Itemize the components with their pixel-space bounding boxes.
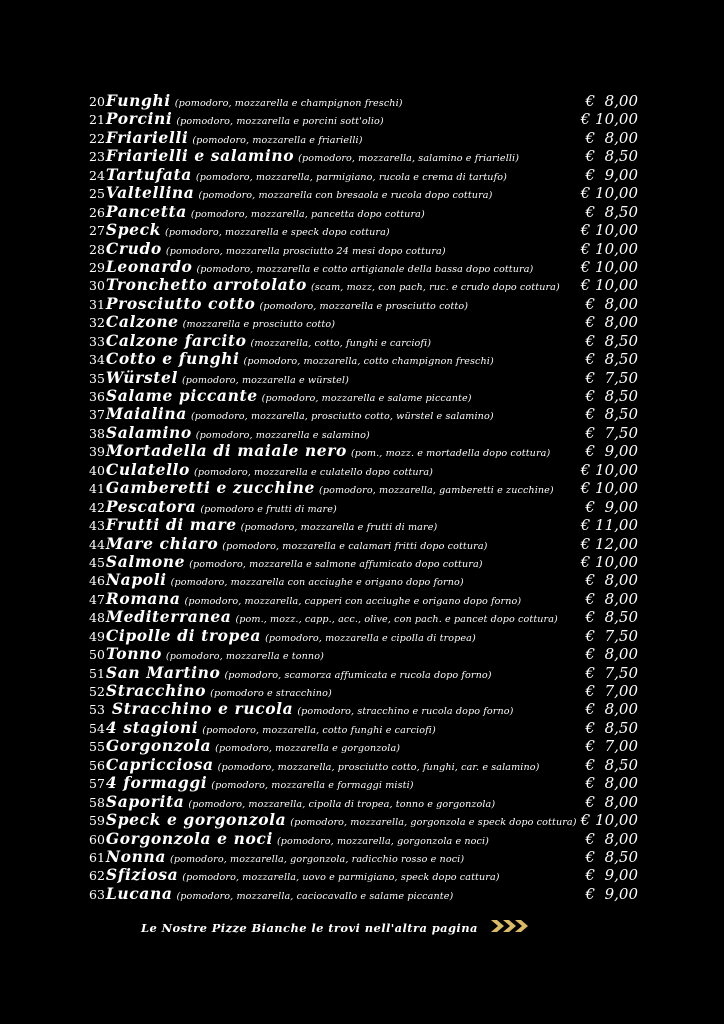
menu-item-description: (pomodoro, mozzarella con acciughe e origano dopo forno) xyxy=(170,577,464,589)
menu-item xyxy=(89,92,641,110)
menu-item-name: Nonna xyxy=(105,846,166,866)
menu-item-number: 34 xyxy=(89,352,105,368)
footer-note xyxy=(141,917,521,937)
menu-item-description: (pomodoro, mozzarella, cipolla di tropea, tonno e gorgonzola) xyxy=(188,798,496,810)
menu-item-name: Tartufata xyxy=(105,164,192,184)
menu-item xyxy=(89,129,641,147)
menu-item-price: € 10,00 xyxy=(580,460,638,479)
menu-item-description: (pomodoro, scamorza affumicata e rucola dopo forno) xyxy=(224,669,492,681)
menu-item-name: Salamino xyxy=(105,422,192,442)
menu-item-description: (pomodoro, mozzarella e champignon freschi) xyxy=(174,98,403,109)
menu-item-price: € 9,00 xyxy=(585,442,638,461)
menu-item-name: 4 stagioni xyxy=(105,717,199,737)
menu-item-description: (pomodoro, mozzarella e prosciutto cotto) xyxy=(259,300,469,312)
chevron-2 xyxy=(503,920,516,932)
menu-item xyxy=(89,313,641,331)
menu-item-name: Gorgonzola e noci xyxy=(105,828,273,848)
menu-item-description: (pomodoro, mozzarella con bresaola e rucola dopo cottura) xyxy=(198,190,493,202)
menu-item-price: € 8,50 xyxy=(585,202,638,221)
menu-item-price: € 8,50 xyxy=(585,331,638,350)
menu-item-number: 28 xyxy=(89,241,105,257)
menu-item xyxy=(89,479,641,497)
menu-item xyxy=(89,276,641,294)
menu-item-description: (scam, mozz, con pach, ruc. e crudo dopo cottura) xyxy=(310,282,560,294)
menu-item xyxy=(89,498,641,516)
menu-item-name: Porcini xyxy=(105,109,173,129)
menu-item-name: Lucana xyxy=(105,883,173,903)
menu-item-price: € 7,00 xyxy=(585,737,638,756)
menu-item xyxy=(89,405,641,423)
menu-item-number: 44 xyxy=(89,536,105,552)
menu-item-number: 47 xyxy=(89,591,105,607)
menu-item xyxy=(89,184,641,202)
menu-item-price: € 10,00 xyxy=(580,276,638,295)
menu-item-number: 32 xyxy=(89,315,105,331)
menu-item-price: € 9,00 xyxy=(585,884,638,903)
menu-item xyxy=(89,664,641,682)
menu-item-price: € 8,00 xyxy=(585,829,638,848)
menu-item xyxy=(89,166,641,184)
menu-item-price: € 7,00 xyxy=(585,682,638,700)
menu-item-number: 46 xyxy=(89,573,105,589)
menu-item-description: (mozzarella e prosciutto cotto) xyxy=(182,319,336,331)
menu-item-name: Crudo xyxy=(105,238,162,258)
menu-item-name: Speck e gorgonzola xyxy=(105,810,287,830)
menu-item xyxy=(89,774,641,792)
menu-item-number: 40 xyxy=(89,462,105,478)
menu-item xyxy=(89,387,641,405)
menu-item xyxy=(89,700,641,718)
menu-item xyxy=(89,608,641,626)
menu-item-number: 43 xyxy=(89,518,105,534)
menu-item xyxy=(89,295,641,313)
menu-item-description: (pomodoro, mozzarella prosciutto 24 mesi dopo cottura) xyxy=(165,245,446,257)
menu-item-number: 20 xyxy=(89,94,105,109)
menu-item-description: (pomodoro, mozzarella e formaggi misti) xyxy=(211,780,414,792)
menu-item-name: San Martino xyxy=(105,662,221,682)
menu-item-price: € 8,50 xyxy=(585,350,638,369)
menu-item-price: € 8,00 xyxy=(585,792,638,811)
menu-item xyxy=(89,516,641,534)
menu-item-name: Stracchino xyxy=(105,681,207,700)
menu-item-price: € 10,00 xyxy=(580,221,638,240)
menu-item-number: 63 xyxy=(89,886,105,902)
menu-item-name: Frutti di mare xyxy=(105,515,237,535)
menu-item-number: 22 xyxy=(89,130,105,146)
menu-item-name: Friarielli xyxy=(105,127,189,147)
menu-item-price: € 8,00 xyxy=(585,589,638,608)
menu-item-description: (pomodoro, mozzarella, cotto champignon freschi) xyxy=(243,356,494,368)
menu-item-description: (pomodoro, mozzarella, gorgonzola, radicchio rosso e noci) xyxy=(170,853,465,865)
menu-item-description: (pomodoro, mozzarella, prosciutto cotto, würstel e salamino) xyxy=(190,411,494,423)
menu-item xyxy=(89,369,641,387)
menu-item-description: (pomodoro, mozzarella e gorgonzola) xyxy=(215,743,401,755)
menu-item-description: (pomodoro, mozzarella, cotto funghi e carciofi) xyxy=(202,724,436,736)
menu-item-name: Calzone xyxy=(105,312,179,332)
menu-item-name: Prosciutto cotto xyxy=(105,293,256,313)
menu-item-price: € 8,50 xyxy=(585,405,638,424)
menu-item-name: Speck xyxy=(105,220,161,240)
menu-item-number: 62 xyxy=(89,868,105,884)
menu-item-name: Mare chiaro xyxy=(105,533,219,553)
menu-item-number: 60 xyxy=(89,831,105,847)
menu-item xyxy=(89,793,641,811)
menu-item xyxy=(89,811,641,829)
menu-item-price: € 8,50 xyxy=(585,147,638,166)
menu-item-name: Pancetta xyxy=(105,201,187,221)
menu-item xyxy=(89,350,641,368)
pizza-menu-list xyxy=(89,92,641,903)
menu-item-description: (pomodoro, mozzarella, capperi con acciughe e origano dopo forno) xyxy=(184,595,522,607)
menu-item-price: € 7,50 xyxy=(585,626,638,645)
menu-item-price: € 10,00 xyxy=(580,239,638,258)
menu-item-name: Friarielli e salamino xyxy=(105,146,295,166)
menu-item-price: € 7,50 xyxy=(585,368,638,387)
menu-item-price: € 8,50 xyxy=(585,387,638,405)
menu-item-name: Calzone farcito xyxy=(105,330,247,350)
menu-item-number: 29 xyxy=(89,259,105,275)
menu-item-description: (pomodoro, mozzarella e tonno) xyxy=(165,651,324,663)
menu-item xyxy=(89,571,641,589)
menu-item xyxy=(89,645,641,663)
menu-item-number: 37 xyxy=(89,407,105,423)
menu-item-number: 36 xyxy=(89,389,105,404)
menu-item-name: Gamberetti e zucchine xyxy=(105,478,316,498)
menu-item-description: (pomodoro, mozzarella e salame piccante) xyxy=(261,393,472,404)
menu-item-description: (pomodoro, mozzarella, prosciutto cotto, funghi, car. e salamino) xyxy=(217,761,540,773)
menu-item-number: 25 xyxy=(89,186,105,202)
menu-item-price: € 8,00 xyxy=(585,645,638,664)
menu-item-number: 31 xyxy=(89,296,105,312)
menu-item-name: Funghi xyxy=(105,91,171,110)
menu-item-price: € 8,50 xyxy=(585,718,638,737)
menu-item-description: (pomodoro, mozzarella, gorgonzola e speck dopo cottura) xyxy=(290,817,577,829)
menu-item-description: (pomodoro, mozzarella, pancetta dopo cottura) xyxy=(190,208,425,220)
menu-item-description: (pomodoro, mozzarella e calamari fritti dopo cottura) xyxy=(222,540,488,552)
menu-item-name: Stracchino e rucola xyxy=(105,699,294,719)
menu-item-price: € 7,50 xyxy=(585,423,638,442)
menu-item-price: € 12,00 xyxy=(580,534,638,553)
menu-item-name: Capricciosa xyxy=(105,754,214,774)
menu-item xyxy=(89,737,641,755)
menu-item-description: (pom., mozz. e mortadella dopo cottura) xyxy=(350,448,551,460)
menu-item-number: 58 xyxy=(89,794,105,810)
menu-item-description: (pomodoro, mozzarella e salmone affumicato dopo cottura) xyxy=(189,558,483,570)
menu-item-number: 42 xyxy=(89,499,105,515)
menu-item-number: 59 xyxy=(89,813,105,829)
menu-item-price: € 9,00 xyxy=(585,165,638,184)
menu-item xyxy=(89,553,641,571)
menu-item-description: (pomodoro, mozzarella e salamino) xyxy=(195,429,370,441)
menu-item xyxy=(89,203,641,221)
menu-item-price: € 10,00 xyxy=(580,257,638,276)
menu-item-number: 27 xyxy=(89,223,105,239)
menu-item-price: € 8,00 xyxy=(585,700,638,719)
menu-item-description: (pomodoro, mozzarella, gamberetti e zucchine) xyxy=(319,485,554,497)
menu-item-description: (pomodoro, mozzarella, uovo e parmigiano, speck dopo cattura) xyxy=(182,872,500,884)
menu-item-number: 55 xyxy=(89,739,105,755)
menu-item-price: € 10,00 xyxy=(580,811,638,830)
menu-item-name: Napoli xyxy=(105,570,167,590)
menu-item-name: Würstel xyxy=(105,367,178,387)
menu-item-number: 30 xyxy=(89,278,105,294)
menu-item-description: (pomodoro, mozzarella e culatello dopo cottura) xyxy=(193,466,434,478)
menu-item-number: 57 xyxy=(89,776,105,792)
menu-item xyxy=(89,719,641,737)
menu-item-name: Tronchetto arrotolato xyxy=(105,275,307,295)
menu-item-number: 54 xyxy=(89,720,105,736)
menu-item-price: € 10,00 xyxy=(580,110,638,129)
menu-item-number: 21 xyxy=(89,112,105,128)
menu-item xyxy=(89,147,641,165)
menu-item xyxy=(89,258,641,276)
menu-item xyxy=(89,756,641,774)
menu-item-description: (pomodoro, mozzarella, caciocavallo e salame piccante) xyxy=(176,890,454,902)
menu-item-number: 52 xyxy=(89,684,105,699)
menu-item-number: 24 xyxy=(89,167,105,183)
menu-item-description: (pomodoro, mozzarella e porcini sott'olio) xyxy=(176,116,384,128)
menu-item-name: Mediterranea xyxy=(105,607,232,627)
menu-item-number: 56 xyxy=(89,757,105,773)
menu-item-description: (pomodoro, mozzarella e cipolla di tropea) xyxy=(265,632,476,644)
menu-item-name: Saporita xyxy=(105,791,185,811)
menu-item-price: € 10,00 xyxy=(580,552,638,571)
menu-item-price: € 8,00 xyxy=(585,774,638,793)
menu-item-price: € 8,00 xyxy=(585,313,638,332)
menu-item-price: € 8,00 xyxy=(585,92,638,110)
menu-item-price: € 8,00 xyxy=(585,294,638,313)
menu-item-number: 53 xyxy=(89,702,105,718)
menu-item-name: Salmone xyxy=(105,551,186,571)
triple-chevron-right-icon xyxy=(491,919,533,933)
menu-item-name: Mortadella di maiale nero xyxy=(105,441,347,461)
menu-item xyxy=(89,221,641,239)
menu-item-name: Pescatora xyxy=(105,496,197,516)
menu-item-price: € 8,50 xyxy=(585,755,638,774)
menu-item-description: (pomodoro, stracchino e rucola dopo forno) xyxy=(297,706,514,718)
menu-item xyxy=(89,442,641,460)
menu-item xyxy=(89,332,641,350)
menu-item xyxy=(89,627,641,645)
menu-item-number: 45 xyxy=(89,554,105,570)
menu-item-name: Maialina xyxy=(105,404,187,424)
menu-item-number: 50 xyxy=(89,647,105,663)
chevron-1 xyxy=(491,920,504,932)
menu-item-description: (pomodoro e stracchino) xyxy=(210,688,332,699)
menu-item-name: Romana xyxy=(105,588,181,608)
menu-item-number: 41 xyxy=(89,481,105,497)
menu-item-price: € 10,00 xyxy=(580,184,638,203)
menu-item-number: 48 xyxy=(89,610,105,626)
menu-item-name: Cotto e funghi xyxy=(105,349,240,369)
menu-item xyxy=(89,885,641,903)
menu-item-number: 61 xyxy=(89,849,105,865)
menu-item-description: (pomodoro, mozzarella, salamino e friarielli) xyxy=(298,153,520,165)
menu-item-price: € 8,50 xyxy=(585,847,638,866)
menu-item-description: (pomodoro, mozzarella e frutti di mare) xyxy=(240,522,438,534)
menu-item xyxy=(89,461,641,479)
menu-item-name: Valtellina xyxy=(105,183,195,203)
menu-item-description: (mozzarella, cotto, funghi e carciofi) xyxy=(250,337,432,349)
menu-item xyxy=(89,848,641,866)
menu-item xyxy=(89,240,641,258)
menu-item-number: 51 xyxy=(89,665,105,681)
menu-item-name: Leonardo xyxy=(105,256,193,276)
menu-item-price: € 8,00 xyxy=(585,128,638,147)
menu-item-number: 23 xyxy=(89,149,105,165)
menu-item-number: 35 xyxy=(89,370,105,386)
menu-item-price: € 7,50 xyxy=(585,663,638,682)
menu-item-description: (pomodoro, mozzarella e friarielli) xyxy=(192,134,363,146)
menu-item-price: € 10,00 xyxy=(580,479,638,498)
menu-item-number: 33 xyxy=(89,333,105,349)
menu-item-price: € 11,00 xyxy=(580,516,638,535)
menu-item-price: € 9,00 xyxy=(585,866,638,885)
menu-item-description: (pomodoro, mozzarella e würstel) xyxy=(181,374,349,386)
menu-item-description: (pomodoro e frutti di mare) xyxy=(200,503,337,515)
menu-item-price: € 9,00 xyxy=(585,497,638,516)
menu-item-number: 38 xyxy=(89,425,105,441)
menu-item xyxy=(89,590,641,608)
chevron-3 xyxy=(515,920,528,932)
menu-item xyxy=(89,110,641,128)
menu-item xyxy=(89,830,641,848)
menu-item-name: Sfiziosa xyxy=(105,865,179,885)
menu-item-name: Salame piccante xyxy=(105,386,258,405)
menu-item-name: Gorgonzola xyxy=(105,736,212,756)
menu-item-description: (pom., mozz., capp., acc., olive, con pach. e pancet dopo cottura) xyxy=(235,614,558,626)
menu-item-price: € 8,50 xyxy=(585,608,638,627)
menu-item xyxy=(89,682,641,700)
footer-text: Le Nostre Pizze Bianche le trovi nell'altra pagina xyxy=(141,921,478,935)
menu-item-name: Culatello xyxy=(105,459,190,479)
menu-item xyxy=(89,424,641,442)
menu-item-name: 4 formaggi xyxy=(105,773,208,793)
menu-item xyxy=(89,535,641,553)
menu-item-description: (pomodoro, mozzarella, parmigiano, rucola e crema di tartufo) xyxy=(195,171,507,183)
menu-item-name: Cipolle di tropea xyxy=(105,625,262,645)
menu-item-description: (pomodoro, mozzarella e speck dopo cottura) xyxy=(164,227,390,239)
menu-item xyxy=(89,866,641,884)
menu-item-number: 39 xyxy=(89,444,105,460)
menu-item-description: (pomodoro, mozzarella, gorgonzola e noci) xyxy=(276,835,490,847)
menu-item-number: 49 xyxy=(89,628,105,644)
menu-item-description: (pomodoro, mozzarella e cotto artigianale della bassa dopo cottura) xyxy=(196,263,534,275)
menu-item-price: € 8,00 xyxy=(585,571,638,590)
menu-item-number: 26 xyxy=(89,204,105,220)
menu-item-name: Tonno xyxy=(105,644,162,664)
